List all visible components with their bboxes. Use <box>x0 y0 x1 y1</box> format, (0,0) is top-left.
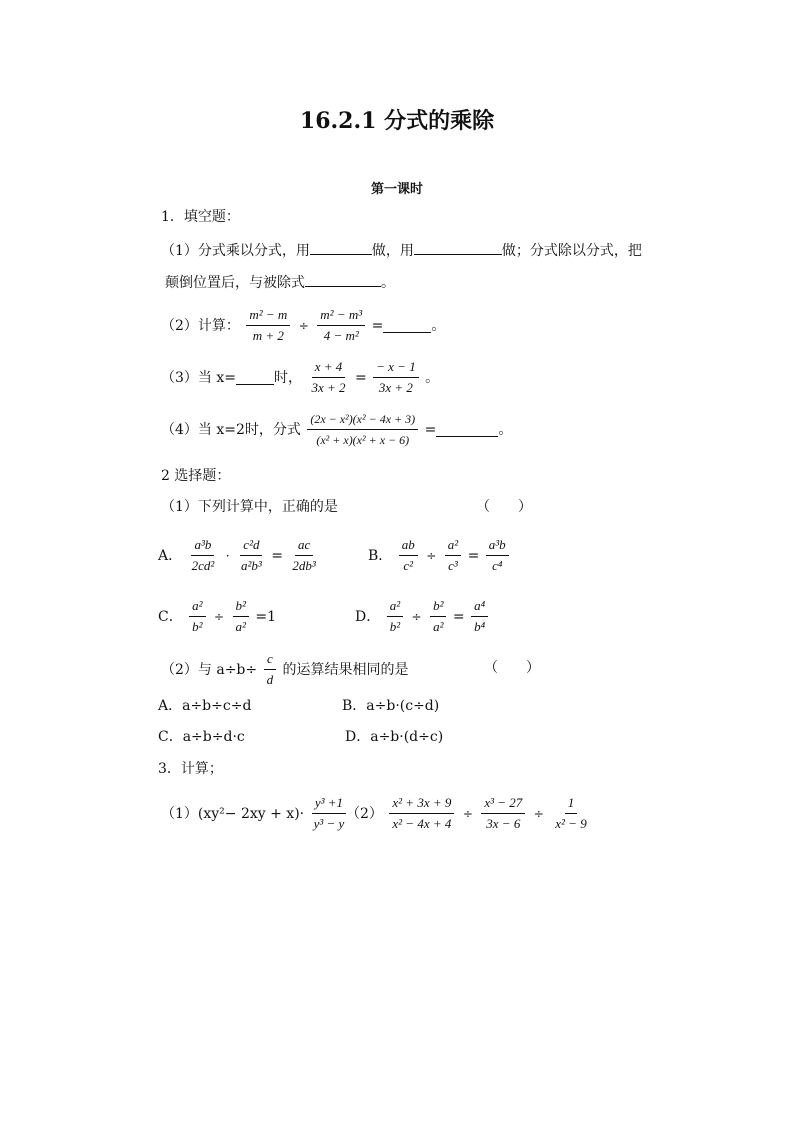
answer-paren[interactable]: （ ） <box>476 499 532 515</box>
lesson-subtitle: 第一课时 <box>370 182 423 197</box>
fraction-numerator: x³ − 27 <box>481 794 525 814</box>
fraction-denominator: m + 2 <box>252 328 284 343</box>
fraction-denominator: a² <box>235 619 246 634</box>
equals-sign: = <box>424 421 437 438</box>
fraction-numerator: c²d <box>240 536 262 556</box>
fraction-denominator: (x² + x)(x² + x − 6) <box>316 433 410 447</box>
fraction-denominator: y³ − y <box>313 816 345 831</box>
equals-value: =1 <box>255 608 277 625</box>
fraction-denominator: 3x + 2 <box>378 380 413 395</box>
fraction-numerator: a³b <box>191 536 214 556</box>
answer-blank[interactable] <box>436 422 498 437</box>
equals-sign: = <box>371 317 384 334</box>
fraction <box>189 536 218 575</box>
option-2-2-d[interactable]: D．a÷b·(d÷c) <box>345 729 444 745</box>
fraction-denominator: x² − 9 <box>555 816 587 831</box>
option-label: A． <box>158 547 183 564</box>
fraction <box>430 597 446 636</box>
fraction-numerator: b² <box>430 597 446 617</box>
fraction <box>399 536 418 575</box>
section-2-heading: 2 选择题： <box>161 468 231 484</box>
fraction-denominator: b² <box>192 619 203 634</box>
fraction-denominator: b⁴ <box>474 619 486 634</box>
fraction-denominator: d <box>266 672 274 687</box>
answer-blank[interactable] <box>383 318 431 333</box>
fraction-numerator: b² <box>233 597 249 617</box>
equals-sign: = <box>354 369 367 386</box>
q2-2-text-a: （2）与 a÷b÷ <box>161 661 258 678</box>
fraction <box>387 597 403 636</box>
divide-sign: ÷ <box>298 318 309 333</box>
option-2-2-c[interactable]: C．a÷b÷d·c <box>158 729 245 745</box>
fraction-numerator: c <box>264 650 276 670</box>
equals-sign: = <box>452 608 465 625</box>
fraction-denominator: 3x − 6 <box>486 816 521 831</box>
fraction-denominator: c³ <box>448 558 458 573</box>
divide-sign: ÷ <box>214 609 225 624</box>
question-3-2 <box>346 794 592 833</box>
q1-1-text-a: （1）分式乘以分式，用 <box>161 243 310 259</box>
fraction-numerator: m² − m³ <box>317 306 365 326</box>
fraction <box>311 794 348 833</box>
fraction-denominator: a² <box>433 619 444 634</box>
fraction <box>486 536 509 575</box>
period: 。 <box>431 317 446 334</box>
fraction <box>471 597 488 636</box>
q1-2-label: （2）计算： <box>161 317 240 334</box>
fraction-denominator: 2cd² <box>191 558 215 573</box>
option-2-1-b[interactable] <box>368 536 511 575</box>
fraction-denominator: c² <box>403 558 414 573</box>
q3-1-text: （1）(xy²− 2xy + x)· <box>161 805 305 822</box>
equals-sign: = <box>467 547 480 564</box>
page-title: 16.2.1 分式的乘除 <box>299 108 495 134</box>
multiply-sign: · <box>225 548 230 563</box>
fraction <box>308 358 348 397</box>
fraction <box>264 650 277 689</box>
divide-sign: ÷ <box>426 548 437 563</box>
fraction <box>189 597 205 636</box>
fraction <box>289 536 318 575</box>
divide-sign: ÷ <box>462 806 473 821</box>
period: 。 <box>498 421 513 438</box>
question-2-2 <box>161 650 409 689</box>
answer-blank[interactable] <box>305 272 381 287</box>
q1-1-text-e: 。 <box>381 275 395 291</box>
fraction-denominator: x² − 4x + 4 <box>392 816 452 831</box>
fraction <box>246 306 290 345</box>
question-2-1: （1）下列计算中，正确的是 <box>161 499 338 515</box>
question-3-1 <box>161 794 349 833</box>
option-label: D． <box>355 608 381 625</box>
option-2-1-c[interactable] <box>158 597 276 636</box>
q1-4-text: （4）当 x=2时，分式 <box>161 421 301 438</box>
fraction-numerator: a³b <box>486 536 509 556</box>
fraction-numerator: a² <box>189 597 205 617</box>
question-1-1-line2 <box>165 272 395 292</box>
fraction <box>481 794 525 833</box>
fraction-numerator: x² + 3x + 9 <box>389 794 454 814</box>
fraction-numerator: y³ +1 <box>312 794 346 814</box>
fraction <box>238 536 265 575</box>
option-2-2-a[interactable]: A．a÷b÷c÷d <box>158 698 252 714</box>
fraction <box>373 358 419 397</box>
q1-1-text-c: 做；分式除以分式，把 <box>501 243 642 259</box>
answer-blank[interactable] <box>414 240 502 255</box>
fraction-denominator: c⁴ <box>492 558 503 573</box>
answer-blank[interactable] <box>236 370 274 385</box>
question-1-4 <box>161 410 512 449</box>
fraction-numerator: (2x − x²)(x² − 4x + 3) <box>307 410 418 430</box>
fraction-denominator: 4 − m² <box>323 328 359 343</box>
question-1-3 <box>161 358 439 397</box>
q1-3-text-a: （3）当 x= <box>161 369 236 386</box>
section-3-heading: 3．计算； <box>158 761 223 777</box>
fraction-denominator: 2db³ <box>292 558 316 573</box>
answer-blank[interactable] <box>310 240 372 255</box>
q1-1-text-b: 做，用 <box>371 243 414 259</box>
divide-sign: ÷ <box>533 806 544 821</box>
option-2-1-a[interactable] <box>158 536 321 575</box>
fraction-denominator: b² <box>389 619 401 634</box>
fraction-denominator: a²b³ <box>240 558 262 573</box>
fraction-numerator: a⁴ <box>471 597 488 617</box>
fraction-numerator: − x − 1 <box>373 358 419 378</box>
equals-sign: = <box>271 547 283 564</box>
q1-3-text-b: 时， <box>273 369 302 386</box>
option-label: B． <box>368 547 393 564</box>
fraction-numerator: m² − m <box>246 306 290 326</box>
period: 。 <box>425 369 440 386</box>
fraction-numerator: a² <box>445 536 461 556</box>
fraction-numerator: 1 <box>565 794 578 814</box>
fraction <box>307 410 418 449</box>
option-label: C． <box>158 608 183 625</box>
fraction-numerator: x + 4 <box>312 358 346 378</box>
section-1-heading: 1．填空题： <box>161 209 240 225</box>
divide-sign: ÷ <box>411 609 422 624</box>
fraction-numerator: ab <box>399 536 418 556</box>
fraction <box>445 536 461 575</box>
q2-2-text-b: 的运算结果相同的是 <box>282 661 409 678</box>
fraction-denominator: 3x + 2 <box>311 380 346 395</box>
q1-1-text-d: 颠倒位置后，与被除式 <box>165 275 305 291</box>
fraction <box>389 794 454 833</box>
fraction <box>552 794 589 833</box>
fraction-numerator: ac <box>295 536 313 556</box>
fraction <box>317 306 365 345</box>
answer-paren[interactable]: （ ） <box>484 660 540 676</box>
option-2-1-d[interactable] <box>355 597 490 636</box>
question-1-2 <box>161 306 445 345</box>
fraction <box>233 597 249 636</box>
option-2-2-b[interactable]: B．a÷b·(c÷d) <box>342 698 440 714</box>
fraction-numerator: a² <box>387 597 403 617</box>
q3-2-label: （2） <box>346 805 383 822</box>
question-1-1-line1 <box>161 240 642 260</box>
